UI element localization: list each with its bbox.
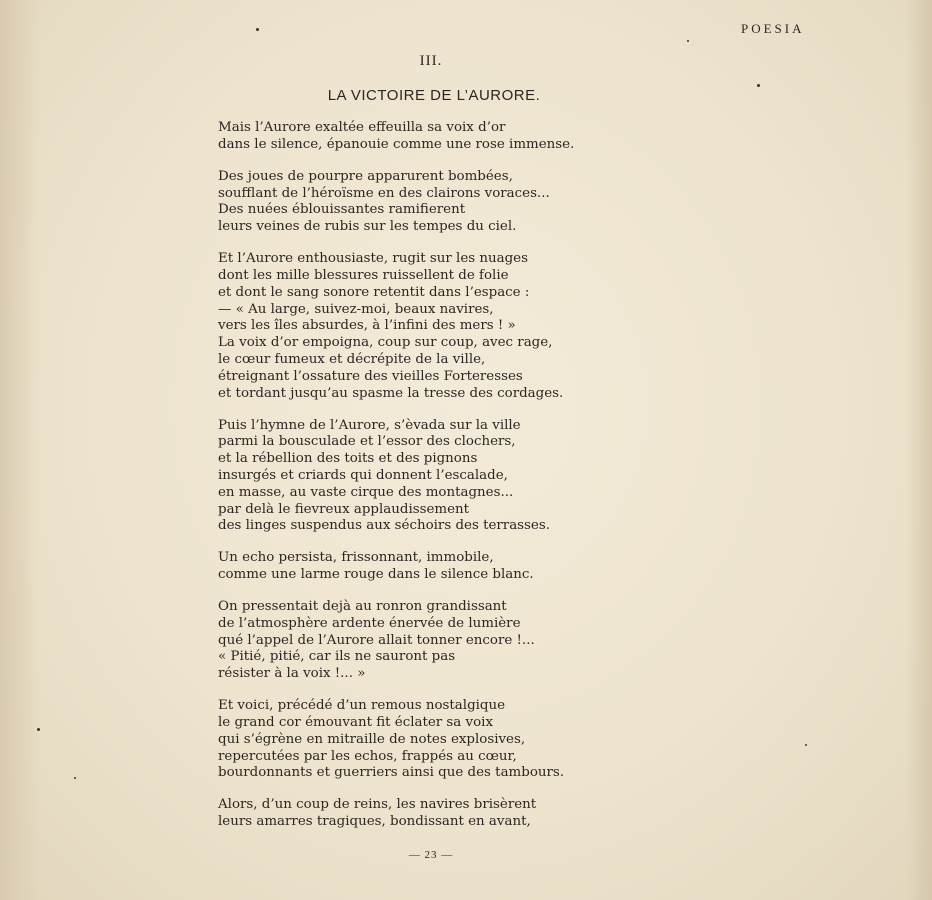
poem-line: Et voici, précédé d’un remous nostalgique: [218, 698, 506, 714]
poem-line: qui s’égrène en mitraille de notes explosives,: [218, 731, 526, 747]
poem-line: de l’atmosphère ardente énervée de lumière: [218, 615, 521, 631]
poem-line: des linges suspendus aux séchoirs des terrasses.: [218, 518, 550, 534]
poem-line: par delà le fievreux applaudissement: [218, 501, 470, 517]
poem-line: La voix d’or empoigna, coup sur coup, avec rage,: [218, 335, 553, 351]
page-shadow-right: [906, 0, 932, 900]
poem-line: insurgés et criards qui donnent l’escalade,: [218, 467, 508, 483]
poem-line: dont les mille blessures ruissellent de folie: [218, 267, 509, 283]
page-number: — 23 —: [408, 849, 454, 861]
poem-line: étreignant l’ossature des vieilles Forteresses: [218, 368, 523, 384]
poem-line: « Pitié, pitié, car ils ne sauront pas: [218, 649, 456, 665]
poem-line: qué l’appel de l’Aurore allait tonner encore !...: [218, 632, 535, 648]
running-head: POESIA: [741, 21, 805, 36]
section-number: III.: [419, 53, 443, 69]
poem-line: dans le silence, épanouie comme une rose immense.: [218, 136, 575, 152]
poem-line: Des joues de pourpre apparurent bombées,: [218, 168, 513, 184]
poem-line: le cœur fumeux et décrépite de la ville,: [218, 351, 486, 367]
poem-line: bourdonnants et guerriers ainsi que des tambours.: [218, 765, 565, 781]
poem-line: Et l’Aurore enthousiaste, rugit sur les nuages: [218, 251, 528, 267]
poem-line: On pressentait dejà au ronron grandissant: [218, 599, 507, 615]
page-shadow-left: [0, 0, 40, 900]
poem-line: Mais l’Aurore exaltée effeuilla sa voix d’or: [218, 120, 506, 135]
poem-line: Un echo persista, frissonnant, immobile,: [218, 550, 494, 566]
poem-line: soufflant de l’héroïsme en des clairons voraces...: [218, 185, 550, 201]
poem-line: Alors, d’un coup de reins, les navires brisèrent: [218, 797, 537, 813]
poem-line: parmi la bousculade et l’essor des clochers,: [218, 434, 516, 450]
ink-speck: [687, 40, 689, 42]
poem-line: repercutées par les echos, frappés au cœur,: [218, 748, 517, 764]
stanza: [218, 120, 818, 154]
poem-line: et dont le sang sonore retentit dans l’espace :: [218, 284, 530, 300]
poem-line: le grand cor émouvant fit éclater sa voix: [218, 715, 494, 731]
poem-line: et tordant jusqu’au spasme la tresse des cordages.: [218, 385, 564, 401]
stanza: [218, 550, 818, 584]
poem-line: Des nuées éblouissantes ramifierent: [218, 202, 466, 218]
poem-line: Puis l’hymne de l’Aurore, s’èvada sur la ville: [218, 417, 521, 433]
poem-body: [218, 120, 818, 846]
poem-line: en masse, au vaste cirque des montagnes...: [218, 484, 514, 500]
poem-title: LA VICTOIRE DE L’AURORE.: [327, 87, 541, 104]
poem-line: leurs amarres tragiques, bondissant en avant,: [218, 814, 531, 830]
poem-line: — « Au large, suivez-moi, beaux navires,: [218, 301, 494, 317]
stanza: [218, 418, 818, 536]
ink-speck: [37, 728, 40, 731]
poem-line: résister à la voix !... »: [218, 666, 366, 682]
poem-line: vers les îles absurdes, à l’infini des mers ! »: [218, 318, 516, 334]
stanza: [218, 698, 818, 782]
poem-line: comme une larme rouge dans le silence blanc.: [218, 567, 534, 583]
poem-line: et la rébellion des toits et des pignons: [218, 451, 478, 467]
stanza: [218, 797, 818, 831]
stanza: [218, 599, 818, 683]
stanza: [218, 169, 818, 236]
ink-speck: [74, 777, 76, 779]
stanza: [218, 251, 818, 402]
ink-speck: [256, 28, 259, 31]
poem-line: leurs veines de rubis sur les tempes du ciel.: [218, 219, 517, 235]
